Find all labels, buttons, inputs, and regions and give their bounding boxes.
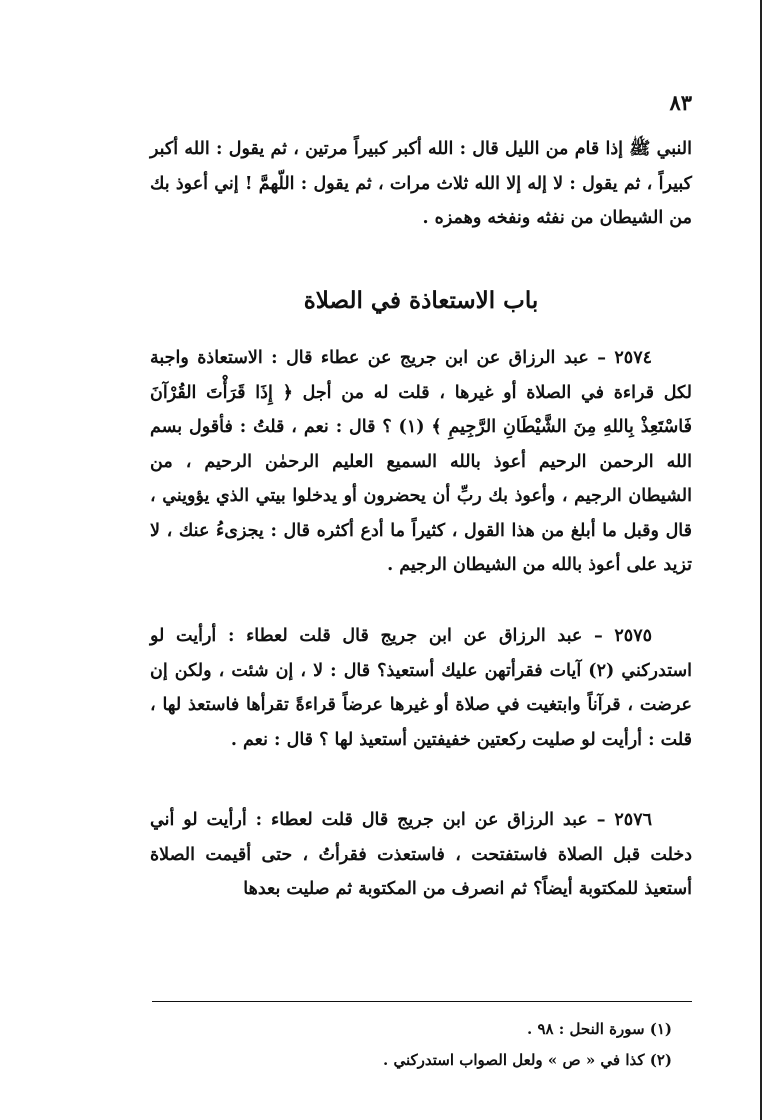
intro-paragraph: النبي ﷺ إذا قام من الليل قال : الله أكبر كبيراً مرتين ، ثم يقول : الله أكبر كبيراً ، ثم يقول : لا إله إلا الله ثلاث مرات ، ثم يقول : اللّهمَّ ! إني أعوذ بك من الشيطان من نفثه ونفخه وهمزه . (150, 139, 692, 228)
footnote-2: (٢) كذا في « ص » ولعل الصواب استدركني . (383, 1051, 672, 1069)
hadith-2574: ٢٥٧٤ – عبد الرزاق عن ابن جريج عن عطاء قال : الاستعاذة واجبة لكل قراءة في الصلاة أو غيرها ، قلت له من أجل ﴿ إِذَا قَرَأْتَ القُرْآنَ فَاسْتَعِذْ بِاللهِ مِنَ الشَّيْطَانِ الرَّجِيمِ ﴾ (١) ؟ قال : نعم ، قلتُ : فأقول بسم الله الرحمن الرحيم أعوذ بالله السميع العليم الرحمٰن الرحيم ، من الشيطان الرجيم ، وأعوذ بك ربِّ أن يحضرون أو يدخلوا بيتي الذي يؤويني ، قال وقبل ما أبلغ من هذا القول ، كثيراً ما أدع أكثره قال : يجزىءُ عنك ، لا تزيد على أعوذ بالله من الشيطان الرجيم . (150, 348, 692, 575)
page-number: ٨٣ (669, 90, 692, 115)
chapter-heading: باب الاستعاذة في الصلاة (303, 287, 539, 314)
footnote-1: (١) سورة النحل : ٩٨ . (527, 1020, 672, 1038)
footnote-divider (152, 1001, 692, 1002)
footnotes (152, 1014, 672, 1076)
page-edge-line (760, 0, 762, 1120)
hadith-2575: ٢٥٧٥ – عبد الرزاق عن ابن جريج قال قلت لعطاء : أرأيت لو استدركني (٢) آيات فقرأتهن عليك أستعيذ؟ قال : لا ، إن شئت ، ولكن إن عرضت ، قرآناً وابتغيت في صلاة أو غيرها عرضاً قراءةً تقرأها فاستعذ لها ، قلت : أرأيت لو صليت ركعتين خفيفتين أستعيذ لها ؟ قال : نعم . (150, 626, 693, 750)
hadith-2576: ٢٥٧٦ – عبد الرزاق عن ابن جريج قال قلت لعطاء : أرأيت لو أني دخلت قبل الصلاة فاستفتحت ، فاستعذت فقرأتُ ، حتى أقيمت الصلاة أستعيذ للمكتوبة أيضاً؟ ثم انصرف من المكتوبة ثم صليت بعدها (150, 810, 692, 899)
